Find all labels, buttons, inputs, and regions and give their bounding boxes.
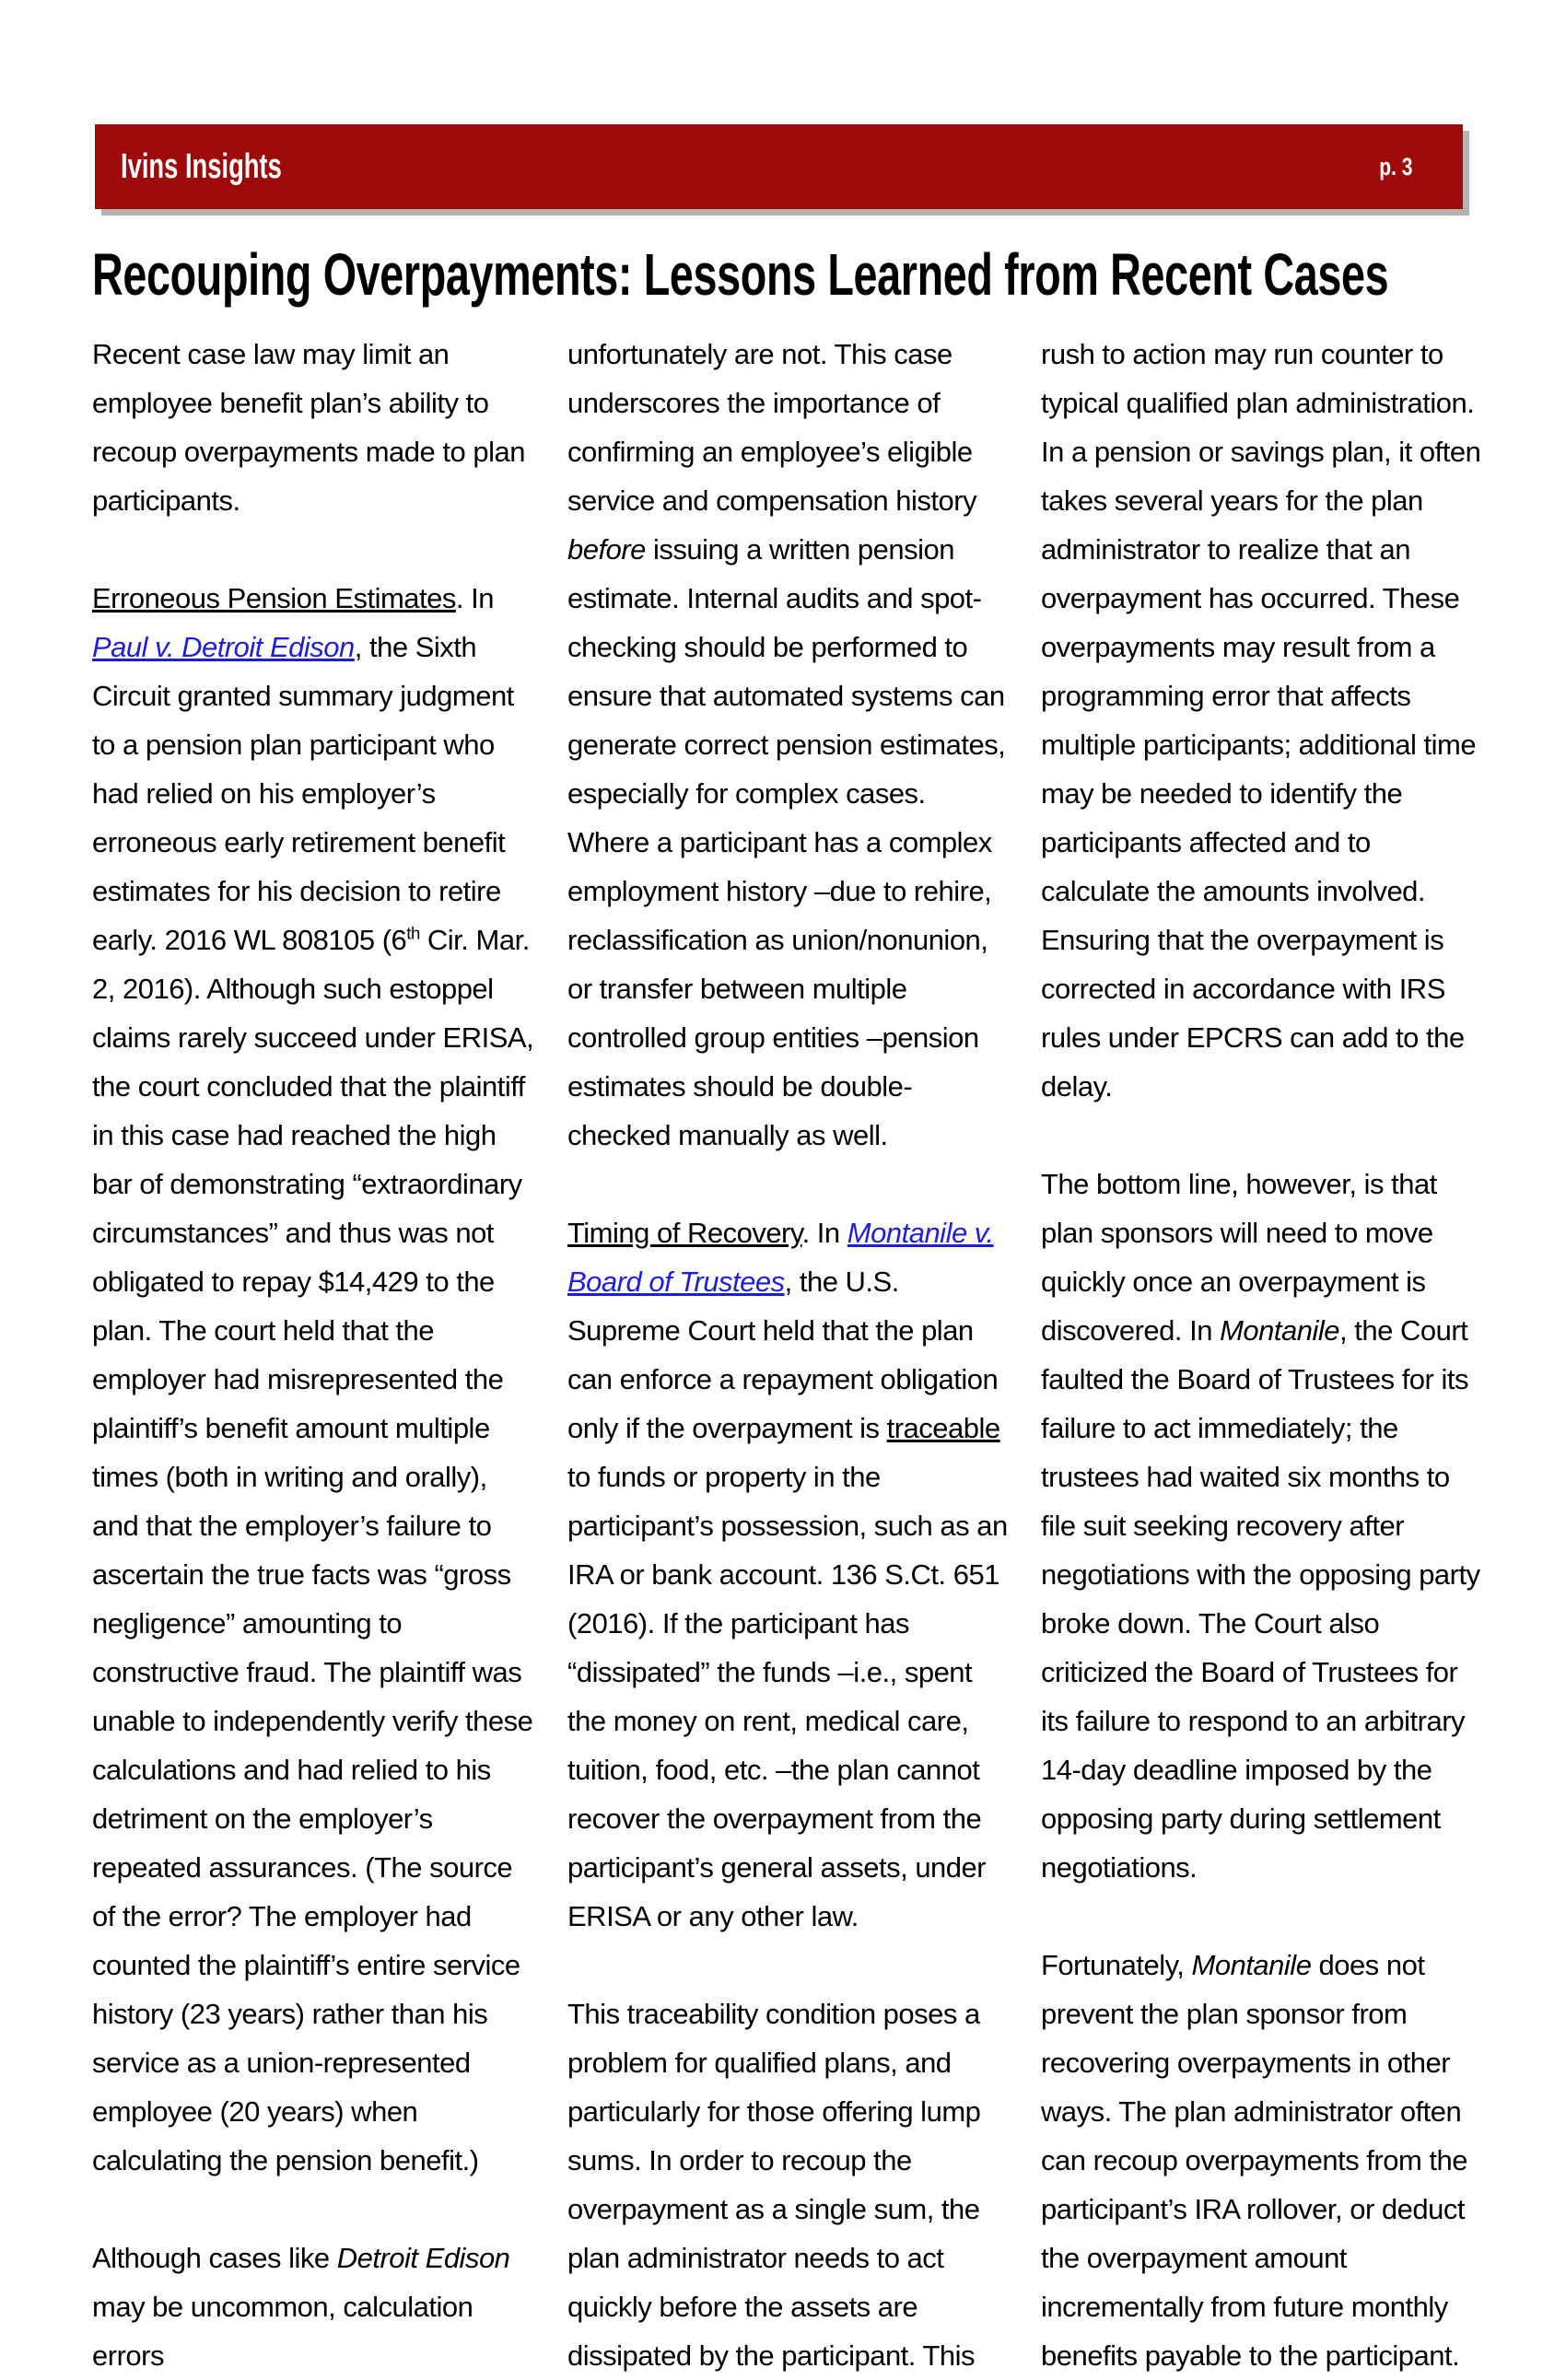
body-text: issuing a written pension estimate. Internal audits and spot-checking should be performed to ensure that automated systems can generate correct pension estimates, especially for complex cases. Where a participant has a complex employment history –due to rehire, reclassification as union/nonunion, or transfer between multiple controlled group entities –pension estimates should be double-checked manually as well. [567, 533, 1006, 1151]
paragraph [567, 1208, 1011, 1941]
italic-text: Montanile [1220, 1314, 1340, 1347]
paragraph [567, 330, 1011, 1160]
body-text: Fortunately, [1041, 1949, 1192, 1981]
body-text: Cir. Mar. 2, 2016). Although such estoppel claims rarely succeed under ERISA, the court concluded that the plaintiff in this case had reached the high bar of demonstrating “extraordinary circumstances” and thus was not obligated to repay $14,429 to the plan. The court held that the employer had misrepresented the plaintiff’s benefit amount multiple times (both in writing and orally), and that the employer’s failure to ascertain the true facts was “gross negligence” amounting to constructive fraud. The plaintiff was unable to independently verify these calculations and had relied to his detriment on the employer’s repeated assurances. (The source of the error? The employer had counted the plaintiff’s entire service history (23 years) rather than his service as a union-represented employee (20 years) when calculating the pension benefit.) [92, 924, 534, 2176]
paragraph [1041, 330, 1485, 1111]
paragraph [1041, 1160, 1485, 1892]
body-text: Although cases like [92, 2242, 337, 2274]
body-text: Recent case law may limit an employee benefit plan’s ability to recoup overpayments made to plan participants. [92, 338, 525, 517]
underlined-text: Erroneous Pension Estimates [92, 582, 456, 614]
underlined-text: traceable [886, 1412, 1000, 1444]
body-text: The bottom line, however, is that plan sponsors will need to move quickly once an overpayment is discovered. In [1041, 1168, 1437, 1347]
italic-text: Montanile [1191, 1949, 1312, 1981]
body-text: does not prevent the plan sponsor from recovering overpayments in other ways. The plan administrator often can recoup overpayments from the participant’s IRA rollover, or deduct the overpayment amount incrementally from future monthly benefits payable to the participant. [1041, 1949, 1468, 2372]
body-text: , the Sixth Circuit granted summary judgment to a pension plan participant who had relied on his employer’s erroneous early retirement benefit estimates for his decision to retire early. 2016 WL 808105 (6 [92, 631, 514, 956]
italic-text: before [567, 533, 646, 566]
paragraph [1041, 1941, 1485, 2380]
case-link[interactable]: Paul v. Detroit Edison [92, 631, 355, 663]
body-text: , the Court faulted the Board of Trustees for its failure to act immediately; the trustees had waited six months to file suit seeking recovery after negotiations with the opposing party broke down. The Court also criticized the Board of Trustees for its failure to respond to an arbitrary 14-day deadline imposed by the opposing party during settlement negotiations. [1041, 1314, 1480, 1884]
body-text: , the U.S. Supreme Court held that the plan can enforce a repayment obligation only if the overpayment is [567, 1266, 999, 1444]
newsletter-brand: Ivins Insights [121, 146, 282, 186]
body-text: . In [455, 582, 494, 614]
underlined-text: Timing of Recovery [567, 1217, 802, 1249]
body-text: rush to action may run counter to typical qualified plan administration. In a pension or savings plan, it often takes several years for the plan administrator to realize that an overpayment has occurred. These overpayments may result from a programming error that affects multiple participants; additional time may be needed to identify the participants affected and to calculate the amounts involved. Ensuring that the overpayment is corrected in accordance with IRS rules under EPCRS can add to the delay. [1041, 338, 1481, 1102]
body-text: may be uncommon, calculation errors [92, 2291, 473, 2372]
article-column-3 [1041, 330, 1485, 2380]
italic-text: Detroit Edison [336, 2242, 510, 2274]
article-title: Recouping Overpayments: Lessons Learned from Recent Cases [92, 241, 1389, 308]
body-text: unfortunately are not. This case underscores the importance of confirming an employee’s eligible service and compensation history [567, 338, 977, 517]
paragraph [92, 2234, 536, 2380]
body-text: . In [801, 1217, 847, 1249]
case-link[interactable]: Montanile v. Board of Trustees [567, 1217, 994, 1298]
paragraph [92, 574, 536, 2185]
body-text: This traceability condition poses a problem for qualified plans, and particularly for those offering lump sums. In order to recoup the overpayment as a single sum, the plan administrator needs to act quickly before the assets are dissipated by the participant. This [567, 1998, 981, 2372]
article-column-2 [567, 330, 1011, 2380]
superscript-text: th [406, 923, 420, 943]
page-header-banner [95, 124, 1463, 209]
paragraph [567, 1989, 1011, 2380]
article-column-1 [92, 330, 536, 2380]
paragraph [92, 330, 536, 525]
body-text: to funds or property in the participant’s possession, such as an IRA or bank account. 136 S.Ct. 651 (2016). If the participant has “dissipated” the funds –i.e., spent the money on rent, medical care, tuition, food, etc. –the plan cannot recover the overpayment from the participant’s general assets, under ERISA or any other law. [567, 1461, 1008, 1932]
page-number: p. 3 [1379, 152, 1413, 181]
